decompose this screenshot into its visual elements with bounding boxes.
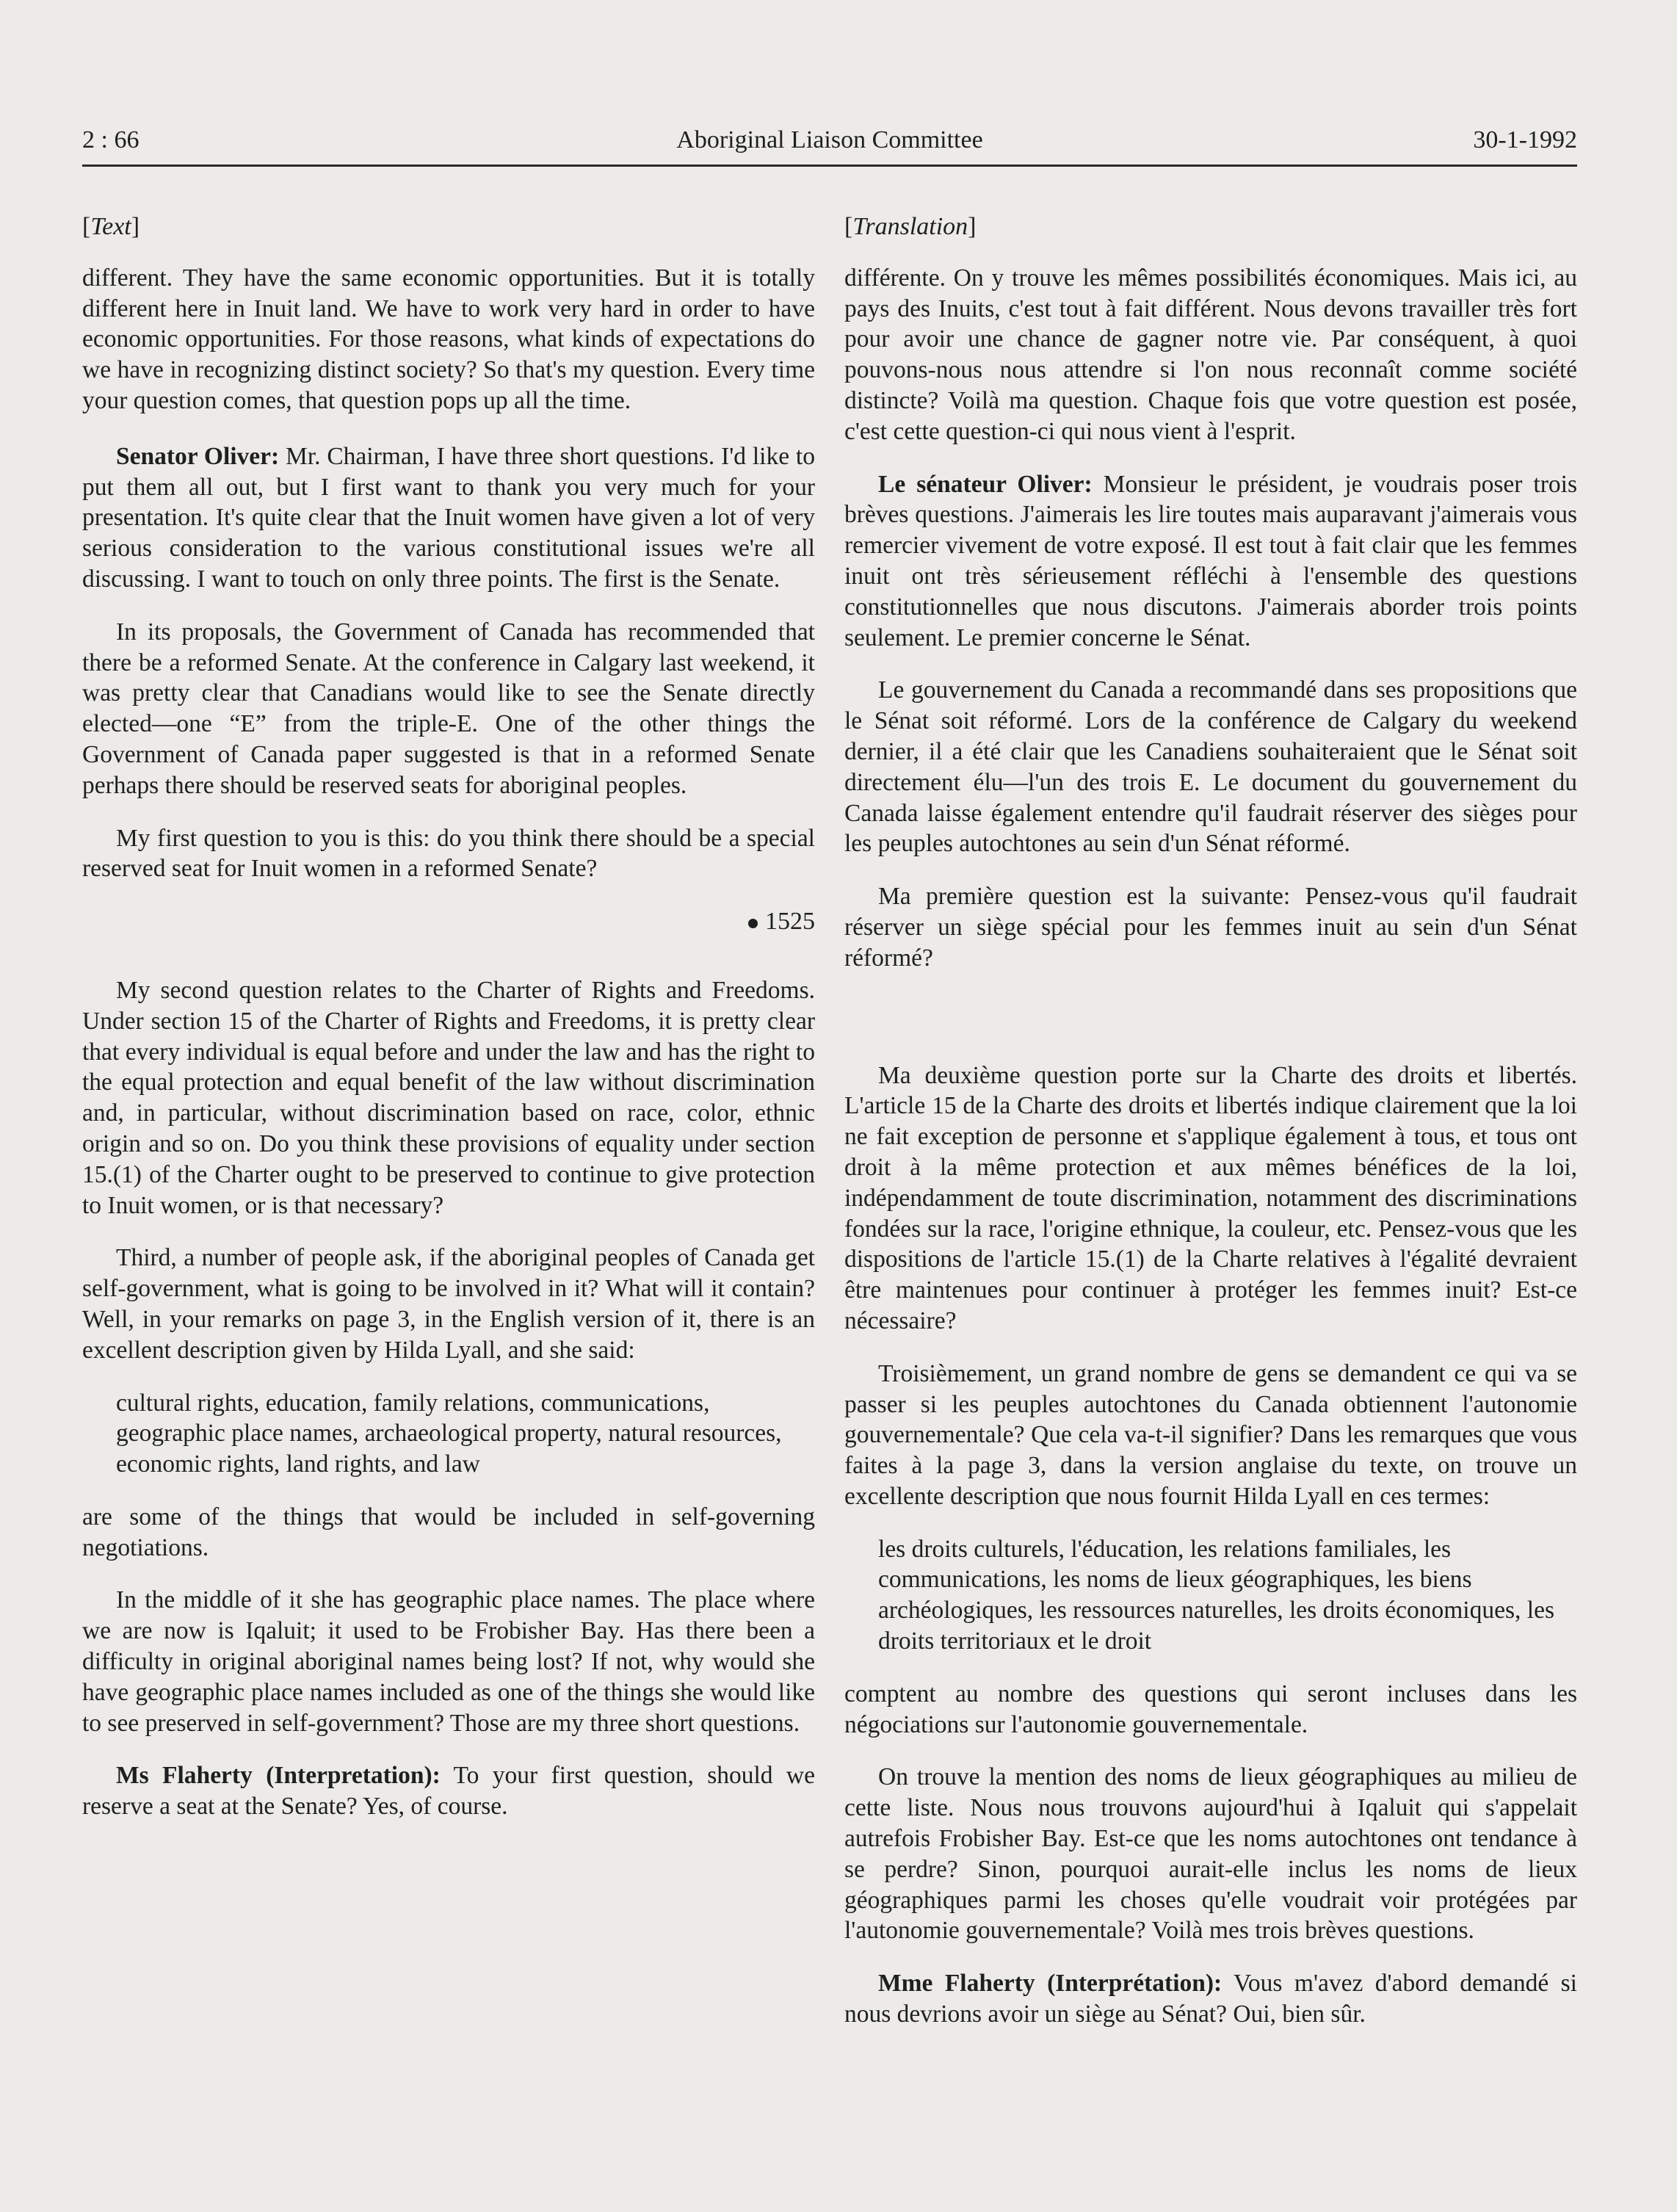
timestamp: 1525	[82, 906, 815, 937]
english-column	[82, 212, 815, 1844]
meeting-date: 30-1-1992	[1473, 126, 1577, 153]
french-column	[844, 212, 1577, 2052]
paragraph: On trouve la mention des noms de lieux géographiques au milieu de cette liste. Nous nous trouvons aujourd'hui à Iqaluit qui s'appelait autrefois Frobisher Bay. Est-ce que les noms autochtones ont tendance à se perdre? Sinon, pourquoi aurait-elle inclus les noms de lieux géographiques parmi les choses qu'elle voudrait voir protégées par l'autonomie gouvernementale? Voilà mes trois brèves questions.	[844, 1763, 1577, 1945]
paragraph: My first question to you is this: do you think there should be a special reserved seat for Inuit women in a reformed Senate?	[82, 824, 815, 883]
page-number: 2 : 66	[82, 126, 140, 153]
paragraph: Senator Oliver: Mr. Chairman, I have three short questions. I'd like to put them all out, but I first want to thank you very much for your presentation. It's quite clear that the Inuit women have given a lot of very serious consideration to the various constitutional issues we're all discussing. I want to touch on only three points. The first is the Senate.	[82, 442, 815, 593]
paragraph: Ma deuxième question porte sur la Charte des droits et libertés. L'article 15 de la Charte des droits et libertés indique clairement que la loi ne fait exception de personne et s'applique également à tous, et tous ont droit à la même protection et aux mêmes bénéfices de la loi, indépendamment de toute discrimination, notamment des discriminations fondées sur la race, l'origine ethnique, la couleur, etc. Pensez-vous que les dispositions de l'article 15.(1) de la Charte relatives à l'égalité devraient être maintenues pour continuer à protéger les femmes inuit? Est-ce nécessaire?	[844, 1061, 1577, 1334]
paragraph: My second question relates to the Charter of Rights and Freedoms. Under section 15 of the Charter of Rights and Freedoms, it is pretty clear that every individual is equal before and under the law and has the right to the equal protection and equal benefit of the law without discrimination and, in particular, without discrimination based on race, color, ethnic origin and so on. Do you think these provisions of equality under section 15.(1) of the Charter ought to be preserved to continue to give protection to Inuit women, or is that necessary?	[82, 976, 815, 1219]
paragraph: Ma première question est la suivante: Pensez-vous qu'il faudrait réserver un siège spécial pour les femmes inuit au sein d'un Sénat réformé?	[844, 883, 1577, 972]
speaker-name: Ms Flaherty (Interpretation):	[116, 1762, 441, 1790]
speaker-name: Senator Oliver:	[116, 442, 280, 470]
paragraph: Le gouvernement du Canada a recommandé dans ses propositions que le Sénat soit réformé. Lors de la conférence de Calgary du weekend dernier, il a été clair que les Canadiens souhaiteraient que le Sénat soit directement élu—l'un des trois E. Le document du gouvernement du Canada laisse également entendre qu'il faudrait réserver des sièges pour les peuples autochtones au sein d'un Sénat réformé.	[844, 676, 1577, 858]
paragraph: are some of the things that would be included in self-governing negotiations.	[82, 1503, 815, 1561]
block-quote: cultural rights, education, family relations, communications, geographic place names, archaeological property, natural resources, economic rights, land rights, and law	[116, 1389, 782, 1478]
paragraph: Le sénateur Oliver: Monsieur le président, je voudrais poser trois brèves questions. J'aimerais les lire toutes mais auparavant j'aimerais vous remercier vivement de votre exposé. Il est tout à fait clair que les femmes inuit ont très sérieusement réfléchi à l'ensemble des questions constitutionnelles que nous discutons. J'aimerais aborder trois points seulement. Le premier concerne le Sénat.	[844, 470, 1577, 651]
block-quote: les droits culturels, l'éducation, les relations familiales, les communications, les noms de lieux géographiques, les biens archéologiques, les ressources naturelles, les droits économiques, les droits territoriaux et le droit	[878, 1535, 1554, 1655]
paragraph: different. They have the same economic opportunities. But it is totally different here in Inuit land. We have to work very hard in order to have economic opportunities. For those reasons, what kinds of expectations do we have in recognizing distinct society? So that's my question. Every time your question comes, that question pops up all the time.	[82, 264, 815, 414]
paragraph: différente. On y trouve les mêmes possibilités économiques. Mais ici, au pays des Inuits, c'est tout à fait différent. Nous devons travailler très fort pour avoir une chance de gagner notre vie. Par conséquent, à quoi pouvons-nous nous attendre si l'on nous reconnaît comme société distincte? Voilà ma question. Chaque fois que votre question est posée, c'est cette question-ci qui nous vient à l'esprit.	[844, 264, 1577, 445]
paragraph: Ms Flaherty (Interpretation): To your first question, should we reserve a seat at the Senate? Yes, of course.	[82, 1762, 815, 1821]
paragraph: In the middle of it she has geographic place names. The place where we are now is Iqaluit; it used to be Frobisher Bay. Has there been a difficulty in original aboriginal names being lost? If not, why would she have geographic place names included as one of the things she would like to see preserved in self-government? Those are my three short questions.	[82, 1586, 815, 1737]
paragraph: Troisièmement, un grand nombre de gens se demandent ce qui va se passer si les peuples autochtones du Canada obtiennent l'autonomie gouvernementale? Que cela va-t-il signifier? Dans les remarques que vous faites à la page 3, dans la version anglaise du texte, on trouve un excellente description que nous fournit Hilda Lyall en ces termes:	[844, 1359, 1577, 1510]
committee-title: Aboriginal Liaison Committee	[676, 126, 983, 153]
column-label-text: [Text]	[82, 213, 140, 240]
column-label-translation: [Translation]	[844, 213, 977, 240]
speaker-name: Le sénateur Oliver:	[878, 470, 1093, 498]
paragraph: In its proposals, the Government of Canada has recommended that there be a reformed Senate. At the conference in Calgary last weekend, it was pretty clear that Canadians would like to see the Senate directly elected—one “E” from the triple-E. One of the other things the Government of Canada paper suggested is that in a reformed Senate perhaps there should be reserved seats for aboriginal peoples.	[82, 618, 815, 799]
running-header	[82, 123, 1577, 167]
paragraph: comptent au nombre des questions qui seront incluses dans les négociations sur l'autonomie gouvernementale.	[844, 1680, 1577, 1738]
paragraph: Mme Flaherty (Interprétation): Vous m'avez d'abord demandé si nous devrions avoir un siège au Sénat? Oui, bien sûr.	[844, 1970, 1577, 2028]
bullet-icon	[748, 919, 758, 928]
paragraph: Third, a number of people ask, if the aboriginal peoples of Canada get self-government, what is going to be involved in it? What will it contain? Well, in your remarks on page 3, in the English version of it, there is an excellent description given by Hilda Lyall, and she said:	[82, 1244, 815, 1364]
speaker-name: Mme Flaherty (Interprétation):	[878, 1970, 1223, 1998]
